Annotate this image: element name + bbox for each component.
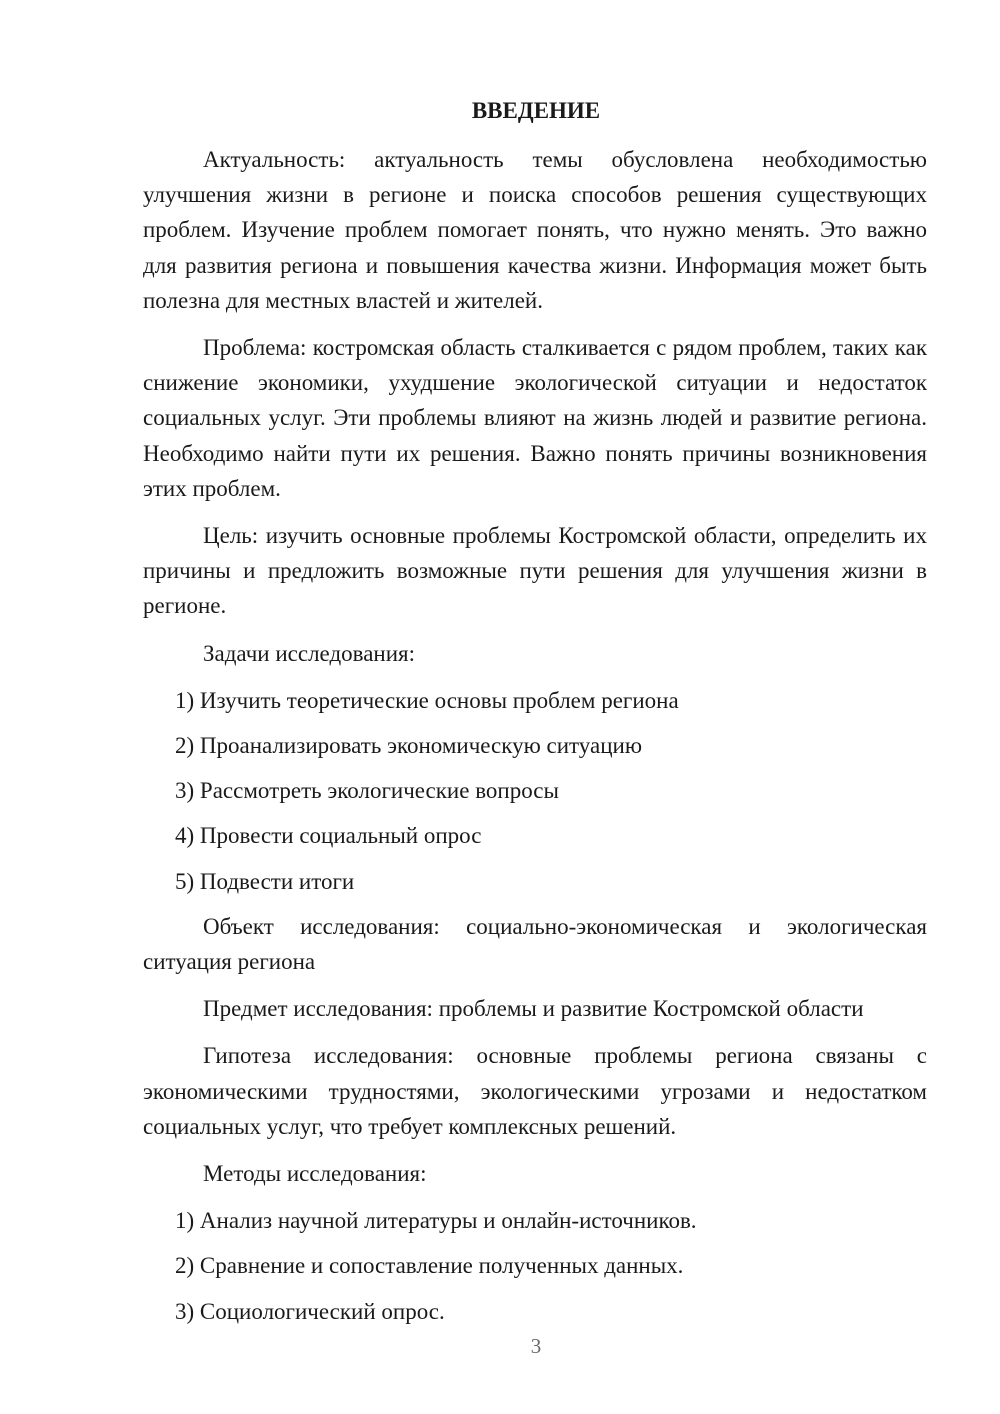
section-title: ВВЕДЕНИЕ xyxy=(471,98,601,123)
list-item: 3) Рассмотреть экологические вопросы xyxy=(175,778,559,804)
goal-paragraph: Цель: изучить основные проблемы Костромской области, определить их причины и предложить возможные пути решения для улучшения жизни в регионе. xyxy=(143,523,927,619)
list-item: 2) Сравнение и сопоставление полученных данных. xyxy=(175,1253,684,1279)
tasks-heading: Задачи исследования: xyxy=(203,640,416,666)
page-number: 3 xyxy=(530,1334,542,1358)
methods-list xyxy=(143,1203,927,1329)
list-item: 2) Проанализировать экономическую ситуацию xyxy=(175,733,643,759)
relevance-paragraph: Актуальность: актуальность темы обусловлена необходимостью улучшения жизни в регионе и поиска способов решения существующих проблем. Изучение проблем помогает понять, что нужно менять. Это важно для развития региона и повышения качества жизни. Информация может быть полезна для местных властей и жителей. xyxy=(143,147,927,313)
document-body xyxy=(143,142,927,1339)
hypothesis-paragraph: Гипотеза исследования: основные проблемы региона связаны с экономическими трудностями, экологическими угрозами и недостатком социальных услуг, что требует комплексных решений. xyxy=(143,1043,927,1139)
object-paragraph: Объект исследования: социально-экономическая и экологическая ситуация региона xyxy=(143,913,927,975)
list-item: 3) Социологический опрос. xyxy=(175,1298,445,1324)
list-item: 4) Провести социальный опрос xyxy=(175,823,482,849)
subject-paragraph: Предмет исследования: проблемы и развитие Костромской области xyxy=(203,996,864,1022)
problem-paragraph: Проблема: костромская область сталкивается с рядом проблем, таких как снижение экономики, ухудшение экологической ситуации и недостаток социальных услуг. Эти проблемы влияют на жизнь людей и развитие региона. Необходимо найти пути их решения. Важно понять причины возникновения этих проблем. xyxy=(143,335,927,501)
methods-heading: Методы исследования: xyxy=(203,1161,427,1187)
list-item: 5) Подвести итоги xyxy=(175,868,355,894)
list-item: 1) Изучить теоретические основы проблем региона xyxy=(175,687,679,713)
list-item: 1) Анализ научной литературы и онлайн-источников. xyxy=(175,1208,697,1234)
tasks-list xyxy=(143,683,927,899)
